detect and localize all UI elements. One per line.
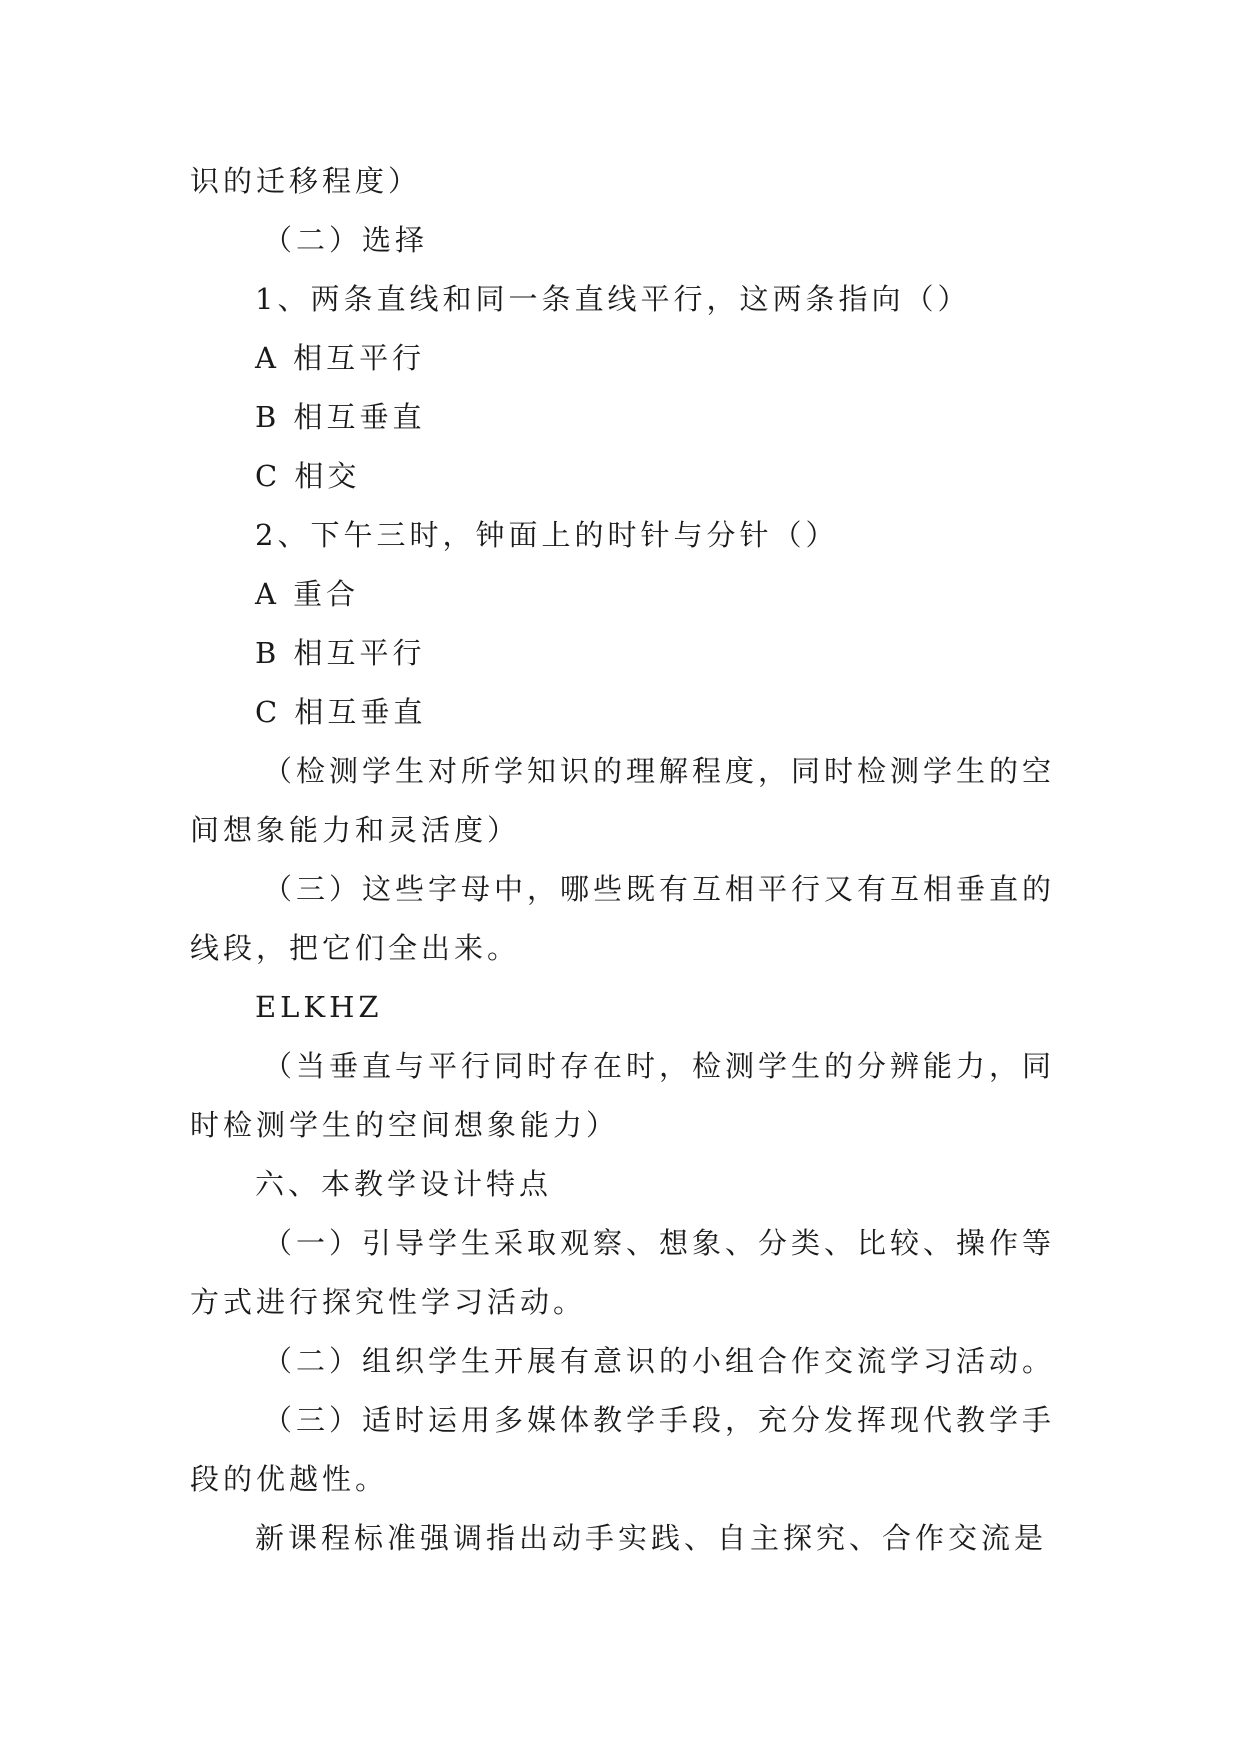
- text-line: 段的优越性。: [190, 1462, 389, 1496]
- text-line: （一）引导学生采取观察、想象、分类、比较、操作等: [263, 1226, 1056, 1260]
- text-line: 间想象能力和灵活度）: [190, 813, 521, 847]
- text-line: 时检测学生的空间想象能力）: [190, 1108, 620, 1142]
- section-heading: 六、本教学设计特点: [255, 1167, 553, 1201]
- answer-option: C 相互垂直: [255, 695, 427, 729]
- answer-option: B 相互垂直: [255, 400, 426, 434]
- text-line: 新课程标准强调指出动手实践、自主探究、合作交流是: [255, 1521, 1048, 1555]
- answer-option: A 相互平行: [255, 341, 426, 375]
- section-heading: （三）这些字母中，哪些既有互相平行又有互相垂直的: [263, 872, 1056, 906]
- text-line: 识的迁移程度）: [190, 164, 422, 198]
- text-line: 线段，把它们全出来。: [190, 931, 521, 965]
- question-text: 1、两条直线和同一条直线平行，这两条指向（）: [255, 282, 971, 316]
- section-heading: （二）选择: [263, 223, 429, 257]
- answer-option: C 相交: [255, 459, 361, 493]
- answer-option: B 相互平行: [255, 636, 426, 670]
- text-line: 方式进行探究性学习活动。: [190, 1285, 587, 1319]
- question-text: 2、下午三时，钟面上的时针与分针（）: [255, 518, 839, 552]
- text-line: （检测学生对所学知识的理解程度，同时检测学生的空: [263, 754, 1056, 788]
- text-line: （三）适时运用多媒体教学手段，充分发挥现代教学手: [263, 1403, 1056, 1437]
- text-line: （当垂直与平行同时存在时，检测学生的分辨能力，同: [263, 1049, 1056, 1083]
- answer-option: A 重合: [255, 577, 360, 611]
- text-line: （二）组织学生开展有意识的小组合作交流学习活动。: [263, 1344, 1056, 1378]
- letters-text: ELKHZ: [255, 990, 383, 1024]
